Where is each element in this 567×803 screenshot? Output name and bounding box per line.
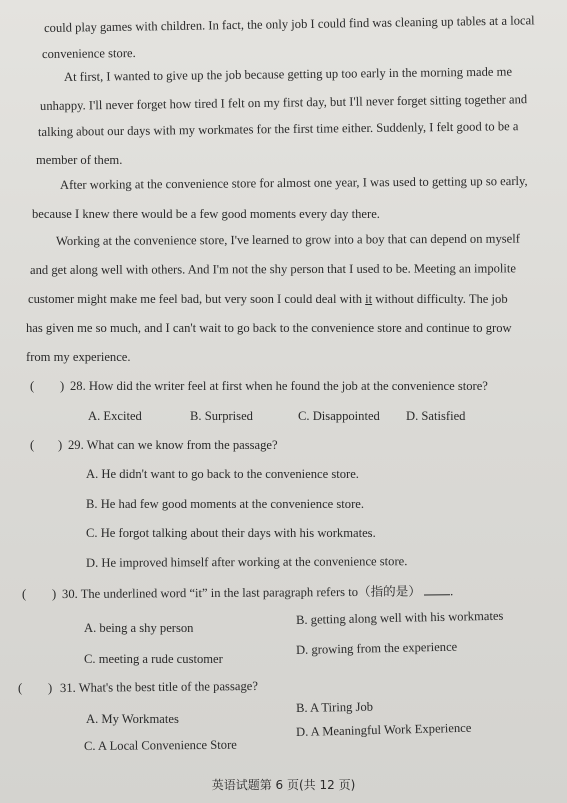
passage-text: customer might make me feel bad, but very soon I could deal with xyxy=(28,292,362,306)
answer-paren-close: ) xyxy=(60,379,65,393)
option-b: B. getting along well with his workmates xyxy=(295,608,504,627)
option-a: A. My Workmates xyxy=(86,712,179,726)
option-b: B. Surprised xyxy=(190,409,253,423)
page-footer: 英语试题第 6 页(共 12 页) xyxy=(211,778,356,792)
passage-text: without difficulty. The job xyxy=(372,292,508,306)
passage-line: because I knew there would be a few good moments every day there. xyxy=(32,207,380,221)
question-text: 31. What's the best title of the passage? xyxy=(59,678,258,695)
passage-line: and get along well with others. And I'm not the shy person that I used to be. Meeting an impolite xyxy=(29,261,517,277)
passage-line: talking about our days with my workmates for the first time either. Suddenly, I felt good to be a xyxy=(37,119,519,139)
question-text xyxy=(62,583,453,602)
answer-paren-open: ( xyxy=(22,587,27,601)
option-c: C. A Local Convenience Store xyxy=(83,737,237,753)
passage-line: Working at the convenience store, I've learned to grow into a boy that can depend on myself xyxy=(55,231,520,248)
passage-line: has given me so much, and I can't wait to go back to the convenience store and continue to grow xyxy=(26,321,512,335)
passage-line: After working at the convenience store for almost one year, I was used to getting up so early, xyxy=(59,173,528,192)
option-c: C. He forgot talking about their days with his workmates. xyxy=(86,526,376,540)
option-d: D. A Meaningful Work Experience xyxy=(295,720,472,739)
option-d: D. He improved himself after working at the convenience store. xyxy=(85,554,408,570)
passage-line: convenience store. xyxy=(41,46,136,61)
passage-line: from my experience. xyxy=(26,350,131,364)
option-a: A. He didn't want to go back to the convenience store. xyxy=(86,467,359,481)
question-text: 29. What can we know from the passage? xyxy=(68,438,278,452)
question-text-main: 30. The underlined word “it” in the last paragraph refers to（指的是） xyxy=(61,584,421,601)
answer-paren-close: ) xyxy=(52,587,57,601)
option-d: D. growing from the experience xyxy=(295,639,458,657)
answer-paren-open: ( xyxy=(30,379,35,393)
answer-paren-open: ( xyxy=(30,438,35,452)
option-d: D. Satisfied xyxy=(406,409,466,423)
option-b: B. He had few good moments at the convenience store. xyxy=(86,497,365,511)
question-text-end: . xyxy=(450,584,454,599)
underlined-word-it: it xyxy=(365,292,373,306)
passage-line: could play games with children. In fact, the only job I could find was cleaning up tables at a local xyxy=(43,13,535,35)
passage-line: At first, I wanted to give up the job because getting up too early in the morning made me xyxy=(63,64,513,84)
question-text: 28. How did the writer feel at first when he found the job at the convenience store? xyxy=(70,379,488,393)
option-a: A. being a shy person xyxy=(84,621,194,635)
answer-blank xyxy=(424,583,450,595)
answer-paren-open: ( xyxy=(18,681,23,695)
passage-line: unhappy. I'll never forget how tired I felt on my first day, but I'll never forget sitting together and xyxy=(39,92,528,113)
answer-paren-close: ) xyxy=(58,438,63,452)
option-c: C. Disappointed xyxy=(298,409,380,423)
option-c: C. meeting a rude customer xyxy=(84,652,223,666)
option-a: A. Excited xyxy=(88,409,142,423)
passage-line xyxy=(28,291,508,307)
option-b: B. A Tiring Job xyxy=(295,699,374,715)
answer-paren-close: ) xyxy=(48,681,53,695)
passage-line: member of them. xyxy=(36,153,123,167)
